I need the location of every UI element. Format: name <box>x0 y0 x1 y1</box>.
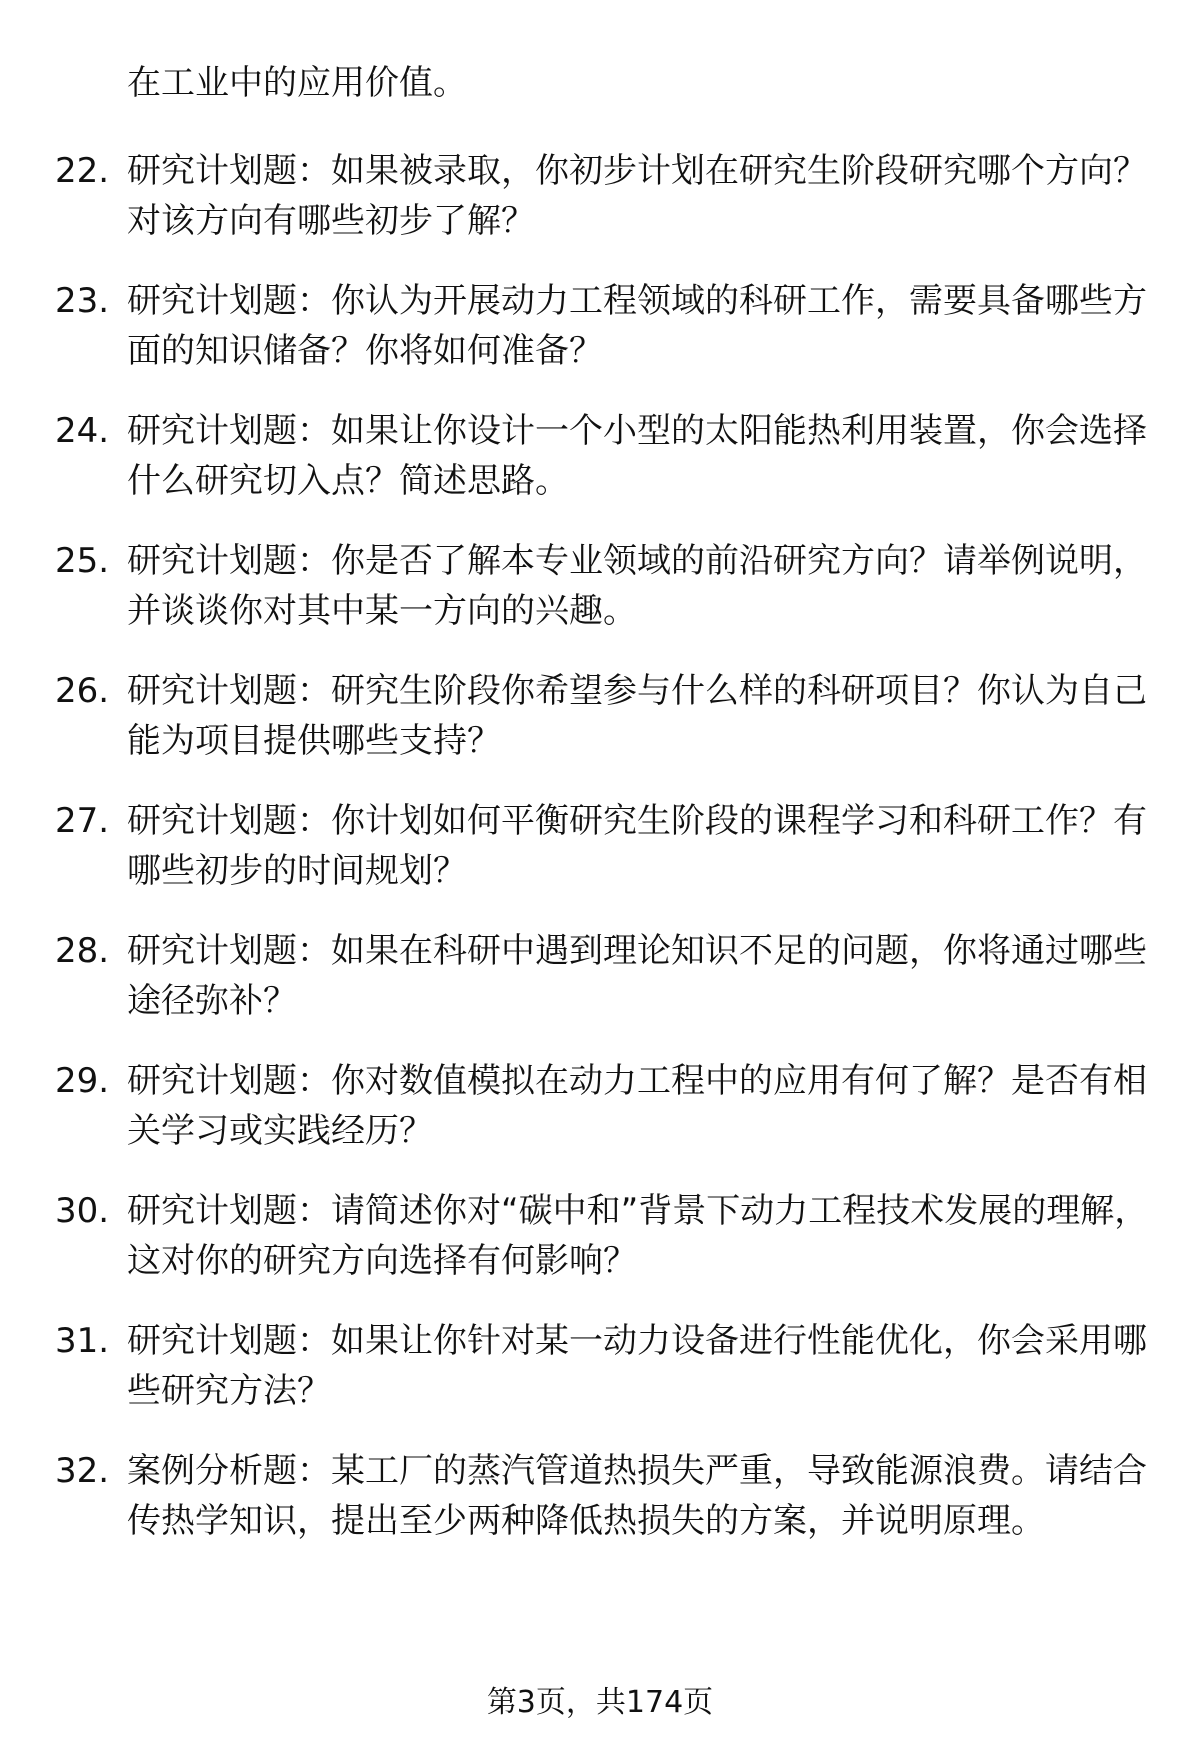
question-item <box>55 666 1150 766</box>
question-item <box>55 1316 1150 1416</box>
question-text: 案例分析题：某工厂的蒸汽管道热损失严重，导致能源浪费。请结合传热学知识，提出至少两种降低热损失的方案，并说明原理。 <box>127 1451 1147 1541</box>
question-text: 研究计划题：如果让你设计一个小型的太阳能热利用装置，你会选择什么研究切入点？简述思路。 <box>127 411 1147 501</box>
page-footer: 第3页，共174页 <box>486 1685 714 1720</box>
question-number: 23. <box>55 281 110 321</box>
question-item <box>55 406 1150 506</box>
question-number: 24. <box>55 411 110 451</box>
question-text: 研究计划题：如果在科研中遇到理论知识不足的问题，你将通过哪些途径弥补？ <box>127 931 1147 1021</box>
question-number: 28. <box>55 931 110 971</box>
question-text: 研究计划题：如果让你针对某一动力设备进行性能优化，你会采用哪些研究方法？ <box>127 1321 1147 1411</box>
question-number: 32. <box>55 1451 110 1491</box>
question-number: 25. <box>55 541 110 581</box>
question-text: 研究计划题：你计划如何平衡研究生阶段的课程学习和科研工作？有哪些初步的时间规划？ <box>127 801 1147 891</box>
question-text: 研究计划题：如果被录取，你初步计划在研究生阶段研究哪个方向？对该方向有哪些初步了解？ <box>127 151 1147 241</box>
question-item <box>55 926 1150 1026</box>
question-item <box>55 146 1150 246</box>
question-number: 27. <box>55 801 110 841</box>
question-number: 30. <box>55 1191 110 1231</box>
question-list <box>55 146 1150 1576</box>
question-item <box>55 536 1150 636</box>
question-item <box>55 1186 1150 1286</box>
question-text: 研究计划题：你是否了解本专业领域的前沿研究方向？请举例说明，并谈谈你对其中某一方向的兴趣。 <box>127 541 1147 631</box>
question-number: 29. <box>55 1061 110 1101</box>
question-text: 研究计划题：研究生阶段你希望参与什么样的科研项目？你认为自己能为项目提供哪些支持？ <box>127 671 1147 761</box>
question-number: 26. <box>55 671 110 711</box>
question-text: 研究计划题：你对数值模拟在动力工程中的应用有何了解？是否有相关学习或实践经历？ <box>127 1061 1147 1151</box>
question-number: 31. <box>55 1321 110 1361</box>
continued-text: 在工业中的应用价值。 <box>127 63 467 103</box>
question-text: 研究计划题：你认为开展动力工程领域的科研工作，需要具备哪些方面的知识储备？你将如何准备？ <box>127 281 1147 371</box>
question-item <box>55 1056 1150 1156</box>
question-item <box>55 1446 1150 1546</box>
question-number: 22. <box>55 151 110 191</box>
question-text: 研究计划题：请简述你对“碳中和”背景下动力工程技术发展的理解，这对你的研究方向选择有何影响？ <box>127 1191 1149 1281</box>
question-item <box>55 276 1150 376</box>
question-item <box>55 796 1150 896</box>
